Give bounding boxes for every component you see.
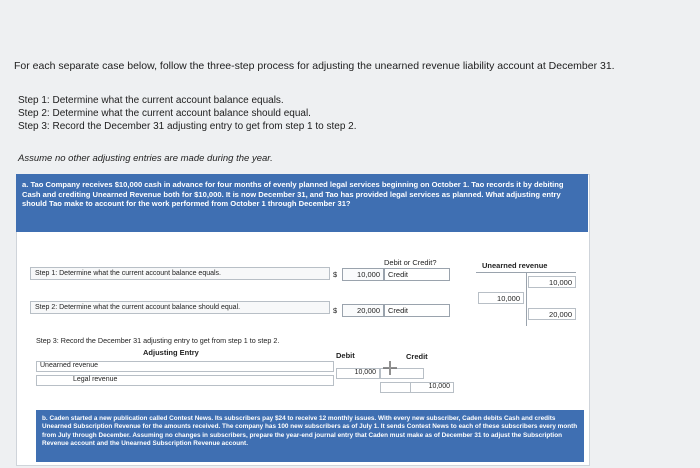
instruction-step-3: Step 3: Record the December 31 adjusting entry to get from step 1 to step 2. (18, 121, 357, 132)
step2-debit-credit-select[interactable]: Credit (384, 304, 450, 317)
journal-row-2-credit[interactable]: 10,000 (410, 382, 454, 393)
credit-column-header: Credit (406, 352, 428, 361)
step1-debit-credit-select[interactable]: Credit (384, 268, 450, 281)
case-b-prompt: b. Caden started a new publication called Contest News. Its subscribers pay $24 to receive 12 monthly issues. With every new subscriber, Caden debits Cash and credits Unearned Subscription Revenue for the amounts received. The company has 100 new subscribers as of July 1. It sends Contest News to each of these subscribers every month from July through December. Assuming no changes in subscribers, prepare the year-end journal entry that Caden must make as of December 31 to adjust the Subscription Revenue account and the Unearned Subscription Revenue account. (36, 410, 584, 462)
step3-label: Step 3: Record the December 31 adjusting entry to get from step 1 to step 2. (36, 336, 280, 345)
step1-amount-input[interactable]: 10,000 (342, 268, 384, 281)
assumption-note: Assume no other adjusting entries are made during the year. (18, 153, 273, 164)
t-account-credit-1[interactable]: 10,000 (528, 276, 576, 288)
step2-currency: $ (333, 306, 338, 315)
instruction-step-2: Step 2: Determine what the current account balance should equal. (18, 108, 311, 119)
t-account-debit-1[interactable]: 10,000 (478, 292, 524, 304)
step2-row-label: Step 2: Determine what the current account balance should equal. (30, 301, 330, 314)
step1-currency: $ (333, 270, 338, 279)
t-account-title: Unearned revenue (482, 261, 548, 270)
journal-row-2-account[interactable]: Legal revenue (36, 375, 334, 386)
step1-row-label: Step 1: Determine what the current account balance equals. (30, 267, 330, 280)
debit-column-header: Debit (336, 351, 355, 360)
t-account-divider (526, 272, 527, 326)
instruction-step-1: Step 1: Determine what the current account balance equals. (18, 95, 284, 106)
journal-row-1-debit[interactable]: 10,000 (336, 368, 380, 379)
t-account-credit-2[interactable]: 20,000 (528, 308, 576, 320)
case-a-prompt: a. Tao Company receives $10,000 cash in advance for four months of evenly planned legal services beginning on October 1. Tao records it by debiting Cash and crediting Unearned Revenue both for $10,000. It is now December 31, and Tao has provided legal services as planned. What adjusting entry should Tao make to account for the work performed from October 1 through December 31? (16, 174, 588, 232)
journal-row-1-account[interactable]: Unearned revenue (36, 361, 334, 372)
debit-or-credit-header: Debit or Credit? (384, 258, 437, 267)
adjusting-entry-header: Adjusting Entry (143, 348, 199, 357)
instructions-intro: For each separate case below, follow the three-step process for adjusting the unearned revenue liability account at December 31. (14, 60, 615, 72)
step2-amount-input[interactable]: 20,000 (342, 304, 384, 317)
move-cursor-icon (382, 360, 398, 376)
